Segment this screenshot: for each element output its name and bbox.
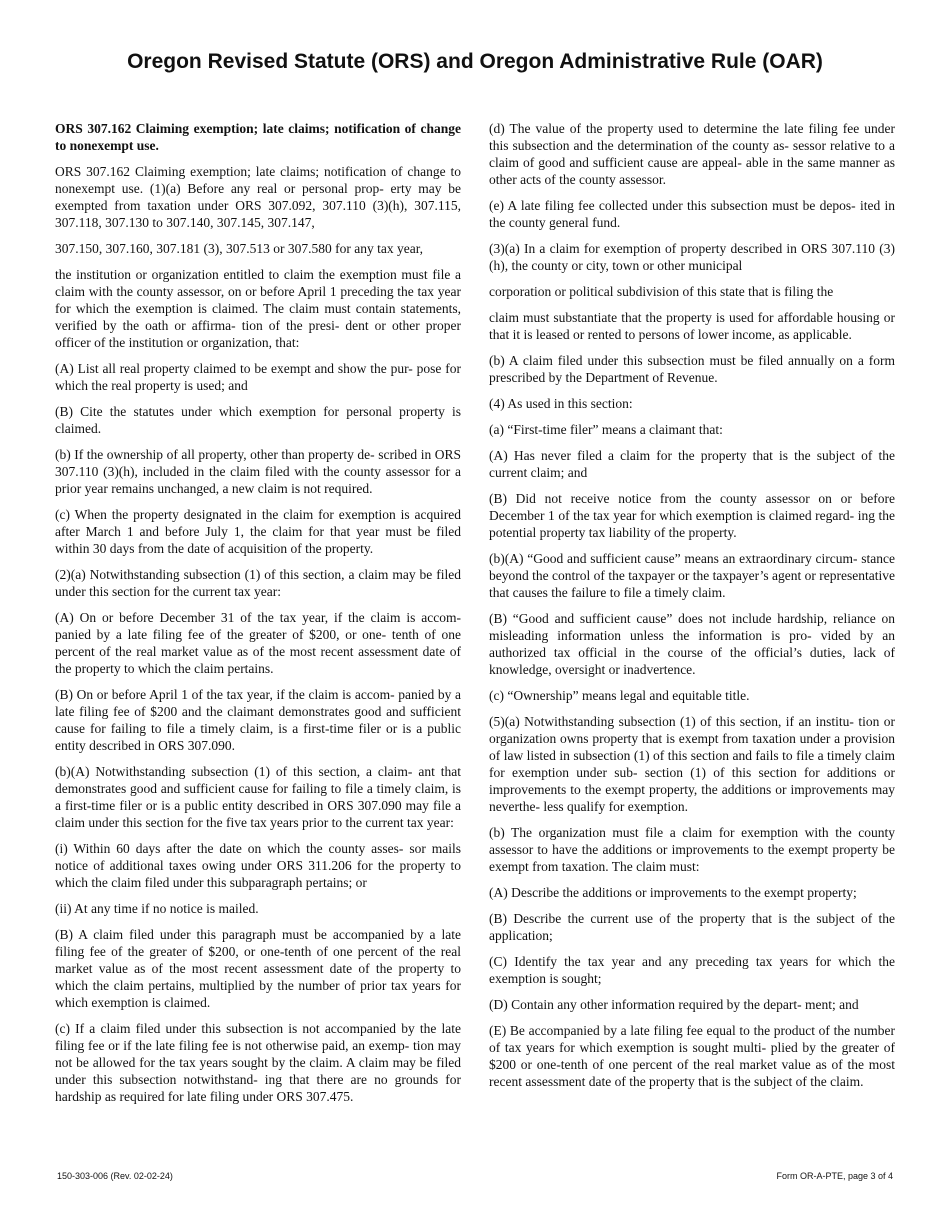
- paragraph: (A) Describe the additions or improvements to the exempt property;: [489, 885, 857, 900]
- page-label: Form OR-A-PTE, page 3 of 4: [776, 1171, 893, 1181]
- form-code: 150-303-006 (Rev. 02-02-24): [57, 1171, 173, 1181]
- paragraph: corporation or political subdivision of this state that is filing the: [489, 284, 834, 299]
- section-heading: ORS 307.162 Claiming exemption; late claims; notification of change to nonexempt use.: [55, 121, 461, 153]
- paragraph: claim must substantiate that the property is used for affordable housing or that it is leased or rented to persons of lower income, as applicable.: [489, 310, 895, 342]
- paragraph: ORS 307.162 Claiming exemption; late claims; notification of change to nonexempt use. (1)(a) Before any real or personal prop- erty may be exempted from taxation under ORS 307.092, 307.110 (3)(h), 307.115, 307.118, 307.130 to 307.140, 307.145, 307.147,: [55, 164, 461, 230]
- paragraph: (C) Identify the tax year and any preceding tax years for which the exemption is sought;: [489, 954, 895, 986]
- paragraph: (E) Be accompanied by a late filing fee equal to the product of the number of tax years for which exemption is sought multi- plied by the greater of $200 or one-tenth of one percent of the real market value as of the most recent assessment date of the property that is the subject of the claim.: [489, 1023, 895, 1089]
- paragraph: (2)(a) Notwithstanding subsection (1) of this section, a claim may be filed under this section for the current tax year:: [55, 567, 461, 599]
- paragraph: (B) Cite the statutes under which exemption for personal property is claimed.: [55, 404, 461, 436]
- paragraph: (B) A claim filed under this paragraph must be accompanied by a late filing fee of the greater of $200, or one-tenth of one percent of the real market value as of the most recent assessment date of the property to which the claim pertains, multiplied by the number of prior tax years for which exemption is claimed.: [55, 927, 461, 1010]
- page-title: Oregon Revised Statute (ORS) and Oregon Administrative Rule (OAR): [127, 50, 823, 73]
- paragraph: (ii) At any time if no notice is mailed.: [55, 901, 259, 916]
- paragraph: 307.150, 307.160, 307.181 (3), 307.513 or 307.580 for any tax year,: [55, 241, 424, 256]
- paragraph: (i) Within 60 days after the date on which the county asses- sor mails notice of additional taxes owing under ORS 311.206 for the property to which the claim filed under this subparagraph pertains; or: [55, 841, 461, 890]
- paragraph: (b) A claim filed under this subsection must be filed annually on a form prescribed by the Department of Revenue.: [489, 353, 895, 385]
- paragraph: (5)(a) Notwithstanding subsection (1) of this section, if an institu- tion or organization owns property that is exempt from taxation under a provision of law listed in subsection (1) of this section and fails to file a timely claim for exemption under sub- section (1) of this section for additions or improvements to the exempt property, the additions or improvements may neverthe- less qualify for exemption.: [489, 714, 895, 814]
- paragraph: (b) If the ownership of all property, other than property de- scribed in ORS 307.110 (3)(h), included in the claim filed with the county assessor for a prior year remains unchanged, a new claim is not required.: [55, 447, 461, 496]
- paragraph: (A) List all real property claimed to be exempt and show the pur- pose for which the real property is used; and: [55, 361, 461, 393]
- left-column: [55, 120, 461, 1114]
- paragraph: (b)(A) “Good and sufficient cause” means an extraordinary circum- stance beyond the control of the taxpayer or the taxpayer’s agent or representative that causes the failure to file a timely claim.: [489, 551, 895, 600]
- right-column: [489, 120, 895, 1099]
- paragraph: (b)(A) Notwithstanding subsection (1) of this section, a claim- ant that demonstrates good and sufficient cause for failing to file a timely claim, is a first-time filer or is a public entity described in ORS 307.090 may file a claim under this section for the five tax years prior to the current tax year:: [55, 764, 461, 830]
- paragraph: (A) On or before December 31 of the tax year, if the claim is accom- panied by a late filing fee of the greater of $200, or one- tenth of one percent of the real market value as of the most recent assessment date of the property to which the claim pertains.: [55, 610, 461, 676]
- paragraph: (D) Contain any other information required by the depart- ment; and: [489, 997, 859, 1012]
- paragraph: (c) When the property designated in the claim for exemption is acquired after March 1 and before July 1, the claim for that year must be filed within 30 days from the date of acquisition of the property.: [55, 507, 461, 556]
- paragraph: (a) “First-time filer” means a claimant that:: [489, 422, 723, 437]
- paragraph: (A) Has never filed a claim for the property that is the subject of the current claim; and: [489, 448, 895, 480]
- paragraph: the institution or organization entitled to claim the exemption must file a claim with the county assessor, on or before April 1 preceding the tax year for which the exemption is claimed. The claim must contain statements, verified by the oath or affirma- tion of the presi- dent or other proper officer of the institution or organization, that:: [55, 267, 461, 350]
- paragraph: (3)(a) In a claim for exemption of property described in ORS 307.110 (3)(h), the county or city, town or other municipal: [489, 241, 895, 273]
- paragraph: (B) Did not receive notice from the county assessor on or before December 1 of the tax year for which exemption is claimed regard- ing the potential property tax liability of the property.: [489, 491, 895, 540]
- paragraph: (e) A late filing fee collected under this subsection must be depos- ited in the county general fund.: [489, 198, 895, 230]
- paragraph: (4) As used in this section:: [489, 396, 633, 411]
- paragraph: (B) Describe the current use of the property that is the subject of the application;: [489, 911, 895, 943]
- paragraph: (b) The organization must file a claim for exemption with the county assessor to have the additions or improvements to the exempt property be exempt from taxation. The claim must:: [489, 825, 895, 874]
- paragraph: (d) The value of the property used to determine the late filing fee under this subsection and the determination of the county as- sessor relative to a claim of good and sufficient cause are appeal- able in the same manner as other acts of the county assessor.: [489, 121, 895, 187]
- paragraph: (c) “Ownership” means legal and equitable title.: [489, 688, 750, 703]
- paragraph: (c) If a claim filed under this subsection is not accompanied by the late filing fee or if the late filing fee is not otherwise paid, an exemp- tion may not be allowed for the tax years sought by the claim. A claim may be filed under this subsection notwithstand- ing that there are no grounds for hardship as required for late filing under ORS 307.475.: [55, 1021, 461, 1104]
- paragraph: (B) “Good and sufficient cause” does not include hardship, reliance on misleading information unless the information is pro- vided by an authorized tax official in the course of the official’s duties, lack of knowledge, oversight or inadvertence.: [489, 611, 895, 677]
- paragraph: (B) On or before April 1 of the tax year, if the claim is accom- panied by a late filing fee of $200 and the claimant demonstrates good and sufficient cause for failing to file a timely claim, is a first-time filer or is a public entity described in ORS 307.090.: [55, 687, 461, 753]
